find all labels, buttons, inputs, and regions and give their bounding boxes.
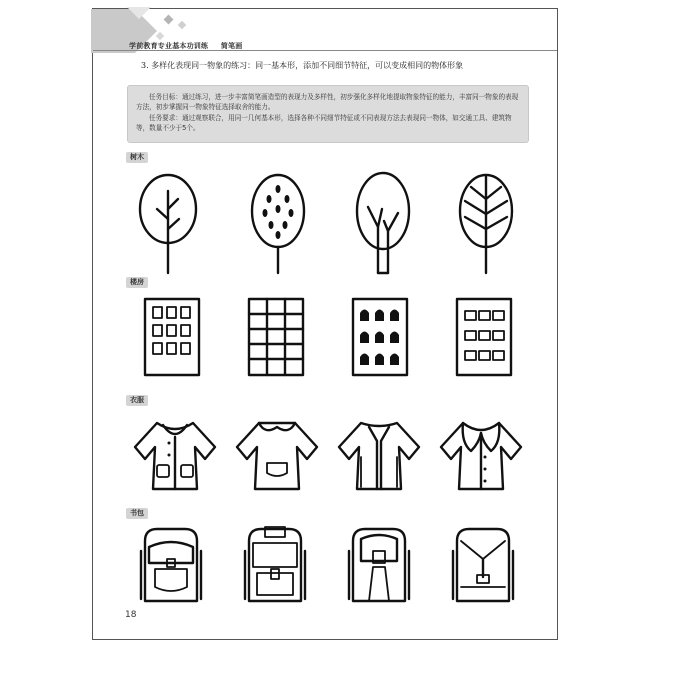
section-label-bags: 书包 [126, 508, 148, 519]
page-number: 18 [125, 610, 137, 620]
jacket-drawing-2 [229, 413, 325, 493]
backpack-drawing-2 [235, 521, 315, 607]
building-drawing-4 [449, 293, 519, 383]
backpack-drawing-1 [131, 521, 211, 607]
section-label-buildings: 楼房 [126, 277, 148, 288]
exercise-intro: 3. 多样化表现同一物象的练习：同一基本形，添加不同细节特征，可以变成相同的物体形象 [141, 61, 464, 70]
jacket-drawing-4 [433, 413, 529, 493]
tree-drawing-2 [243, 169, 313, 279]
task-goal: 任务目标：通过练习，进一步丰富简笔画造型的表现力及多样性，初步强化多样化地提取物象特征的能力，丰富同一物象的表现方法，初步掌握同一物象特征选择取舍的能力。 [136, 93, 519, 112]
backpack-drawing-3 [339, 521, 419, 607]
backpack-drawing-4 [443, 521, 523, 607]
workbook-page [92, 8, 558, 640]
jacket-drawing-3 [331, 413, 427, 493]
running-header [129, 41, 242, 51]
task-box [127, 85, 529, 143]
section-label-trees: 树木 [126, 152, 148, 163]
section-title: 简笔画 [220, 42, 243, 50]
book-title: 学前教育专业基本功训练 [129, 42, 209, 50]
building-drawing-3 [345, 293, 415, 383]
tree-drawing-3 [348, 169, 418, 279]
tree-drawing-4 [451, 169, 521, 279]
task-requirement: 任务要求：通过观察联合，用同一几何基本形，选择各种不同细节特征或不同表现方法去表现同一物体，如交通工具、建筑物等，数量不少于5个。 [136, 113, 512, 133]
tree-drawing-1 [133, 169, 203, 279]
jacket-drawing-1 [127, 413, 223, 493]
building-drawing-2 [241, 293, 311, 383]
building-drawing-1 [137, 293, 207, 383]
section-label-clothes: 衣服 [126, 395, 148, 406]
